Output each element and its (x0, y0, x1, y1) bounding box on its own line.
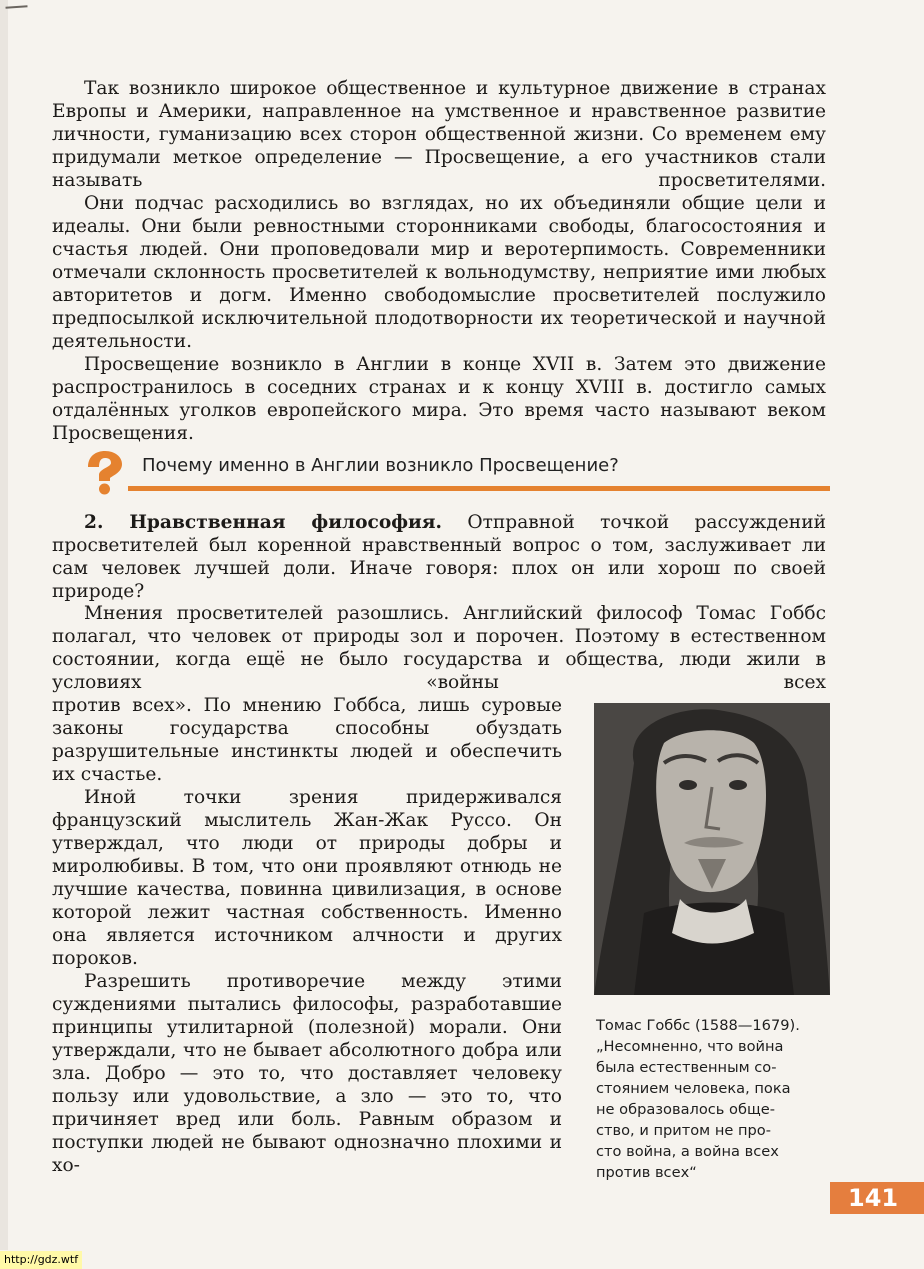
watermark-link[interactable]: http://gdz.wtf (0, 1251, 82, 1269)
paragraph-4-text: Отправной точкой рассуждений просветителей был коренной нравственный вопрос о том, заслуживает ли сам человек лучшей доли. Иначе говоря: плох он или хорош по своей природе? (52, 512, 826, 602)
caption-line: была естественным со- (596, 1059, 777, 1076)
portrait-caption (596, 1015, 842, 1183)
paragraph-7: Разрешить противоречие между этими суждениями пытались философы, разработавшие принципы утилитарной (полезной) морали. Они утверждали, что не бывает абсолютного добра или зла. Добро — это то, что доставляет человеку пользу или удовольствие, а зло — это то, что причиняет вред или боль. Равным образом и поступки людей не бывают однозначно плохими и хо- (52, 971, 562, 1176)
page-corner (5, 5, 28, 22)
page-edge (0, 0, 8, 1250)
section-heading: 2. Нравственная философия. (84, 512, 442, 533)
hobbes-portrait (594, 703, 830, 995)
paragraph-5b: против всех». По мнению Гоббса, лишь суровые законы государства способны обуздать разрушительные инстинкты людей и обеспечить их счастье. (52, 695, 562, 785)
caption-line: сто война, а война всех (596, 1143, 779, 1160)
question-block (78, 450, 830, 496)
portrait-drawing (594, 703, 830, 995)
question-text: Почему именно в Англии возникло Просвещение? (142, 455, 619, 476)
caption-line: против всех“ (596, 1164, 697, 1181)
paragraph-3: Просвещение возникло в Англии в конце XVII в. Затем это движение распространилось в соседних странах и к концу XVIII в. достигло самых отдалённых уголков европейского мира. Это время часто называют веком Просвещения. (52, 354, 826, 444)
paragraph-6: Иной точки зрения придерживался французский мыслитель Жан-Жак Руссо. Он утверждал, что люди от природы добры и миролюбивы. В том, что они проявляют отнюдь не лучшие качества, повинна цивилизация, в основе которой лежит частная собственность. Именно она является источником алчности и других пороков. (52, 787, 562, 969)
caption-line: ство, и притом не про- (596, 1122, 771, 1139)
caption-line: стоянием человека, пока (596, 1080, 791, 1097)
question-underline (128, 486, 830, 491)
page-number-badge: 141 (830, 1182, 924, 1214)
paragraph-2: Они подчас расходились во взглядах, но их объединяли общие цели и идеалы. Они были ревностными сторонниками свободы, благосостояния и счастья людей. Они проповедовали мир и веротерпимость. Современники отмечали склонность просветителей к вольнодумству, неприятие ими любых авторитетов и догм. Именно свободомыслие просветителей послужило предпосылкой исключительной плодотворности их теоретической и научной деятельности. (52, 193, 826, 352)
paragraph-1: Так возникло широкое общественное и культурное движение в странах Европы и Америки, направленное на умственное и нравственное развитие личности, гуманизацию всех сторон общественной жизни. Со временем ему придумали меткое определение — Просвещение, а его участников стали называть просветителями. (52, 78, 826, 191)
paragraph-4 (52, 511, 826, 603)
caption-line: не образовалось обще- (596, 1101, 775, 1118)
paragraph-5a: Мнения просветителей разошлись. Английский философ Томас Гоббс полагал, что человек от природы зол и порочен. Поэтому в естественном состоянии, когда ещё не было государства и общества, люди жили в условиях «войны всех (52, 603, 826, 693)
question-mark-icon (78, 450, 134, 496)
caption-line: Томас Гоббс (1588—1679). (596, 1017, 800, 1034)
caption-line: „Несомненно, что война (596, 1038, 784, 1055)
